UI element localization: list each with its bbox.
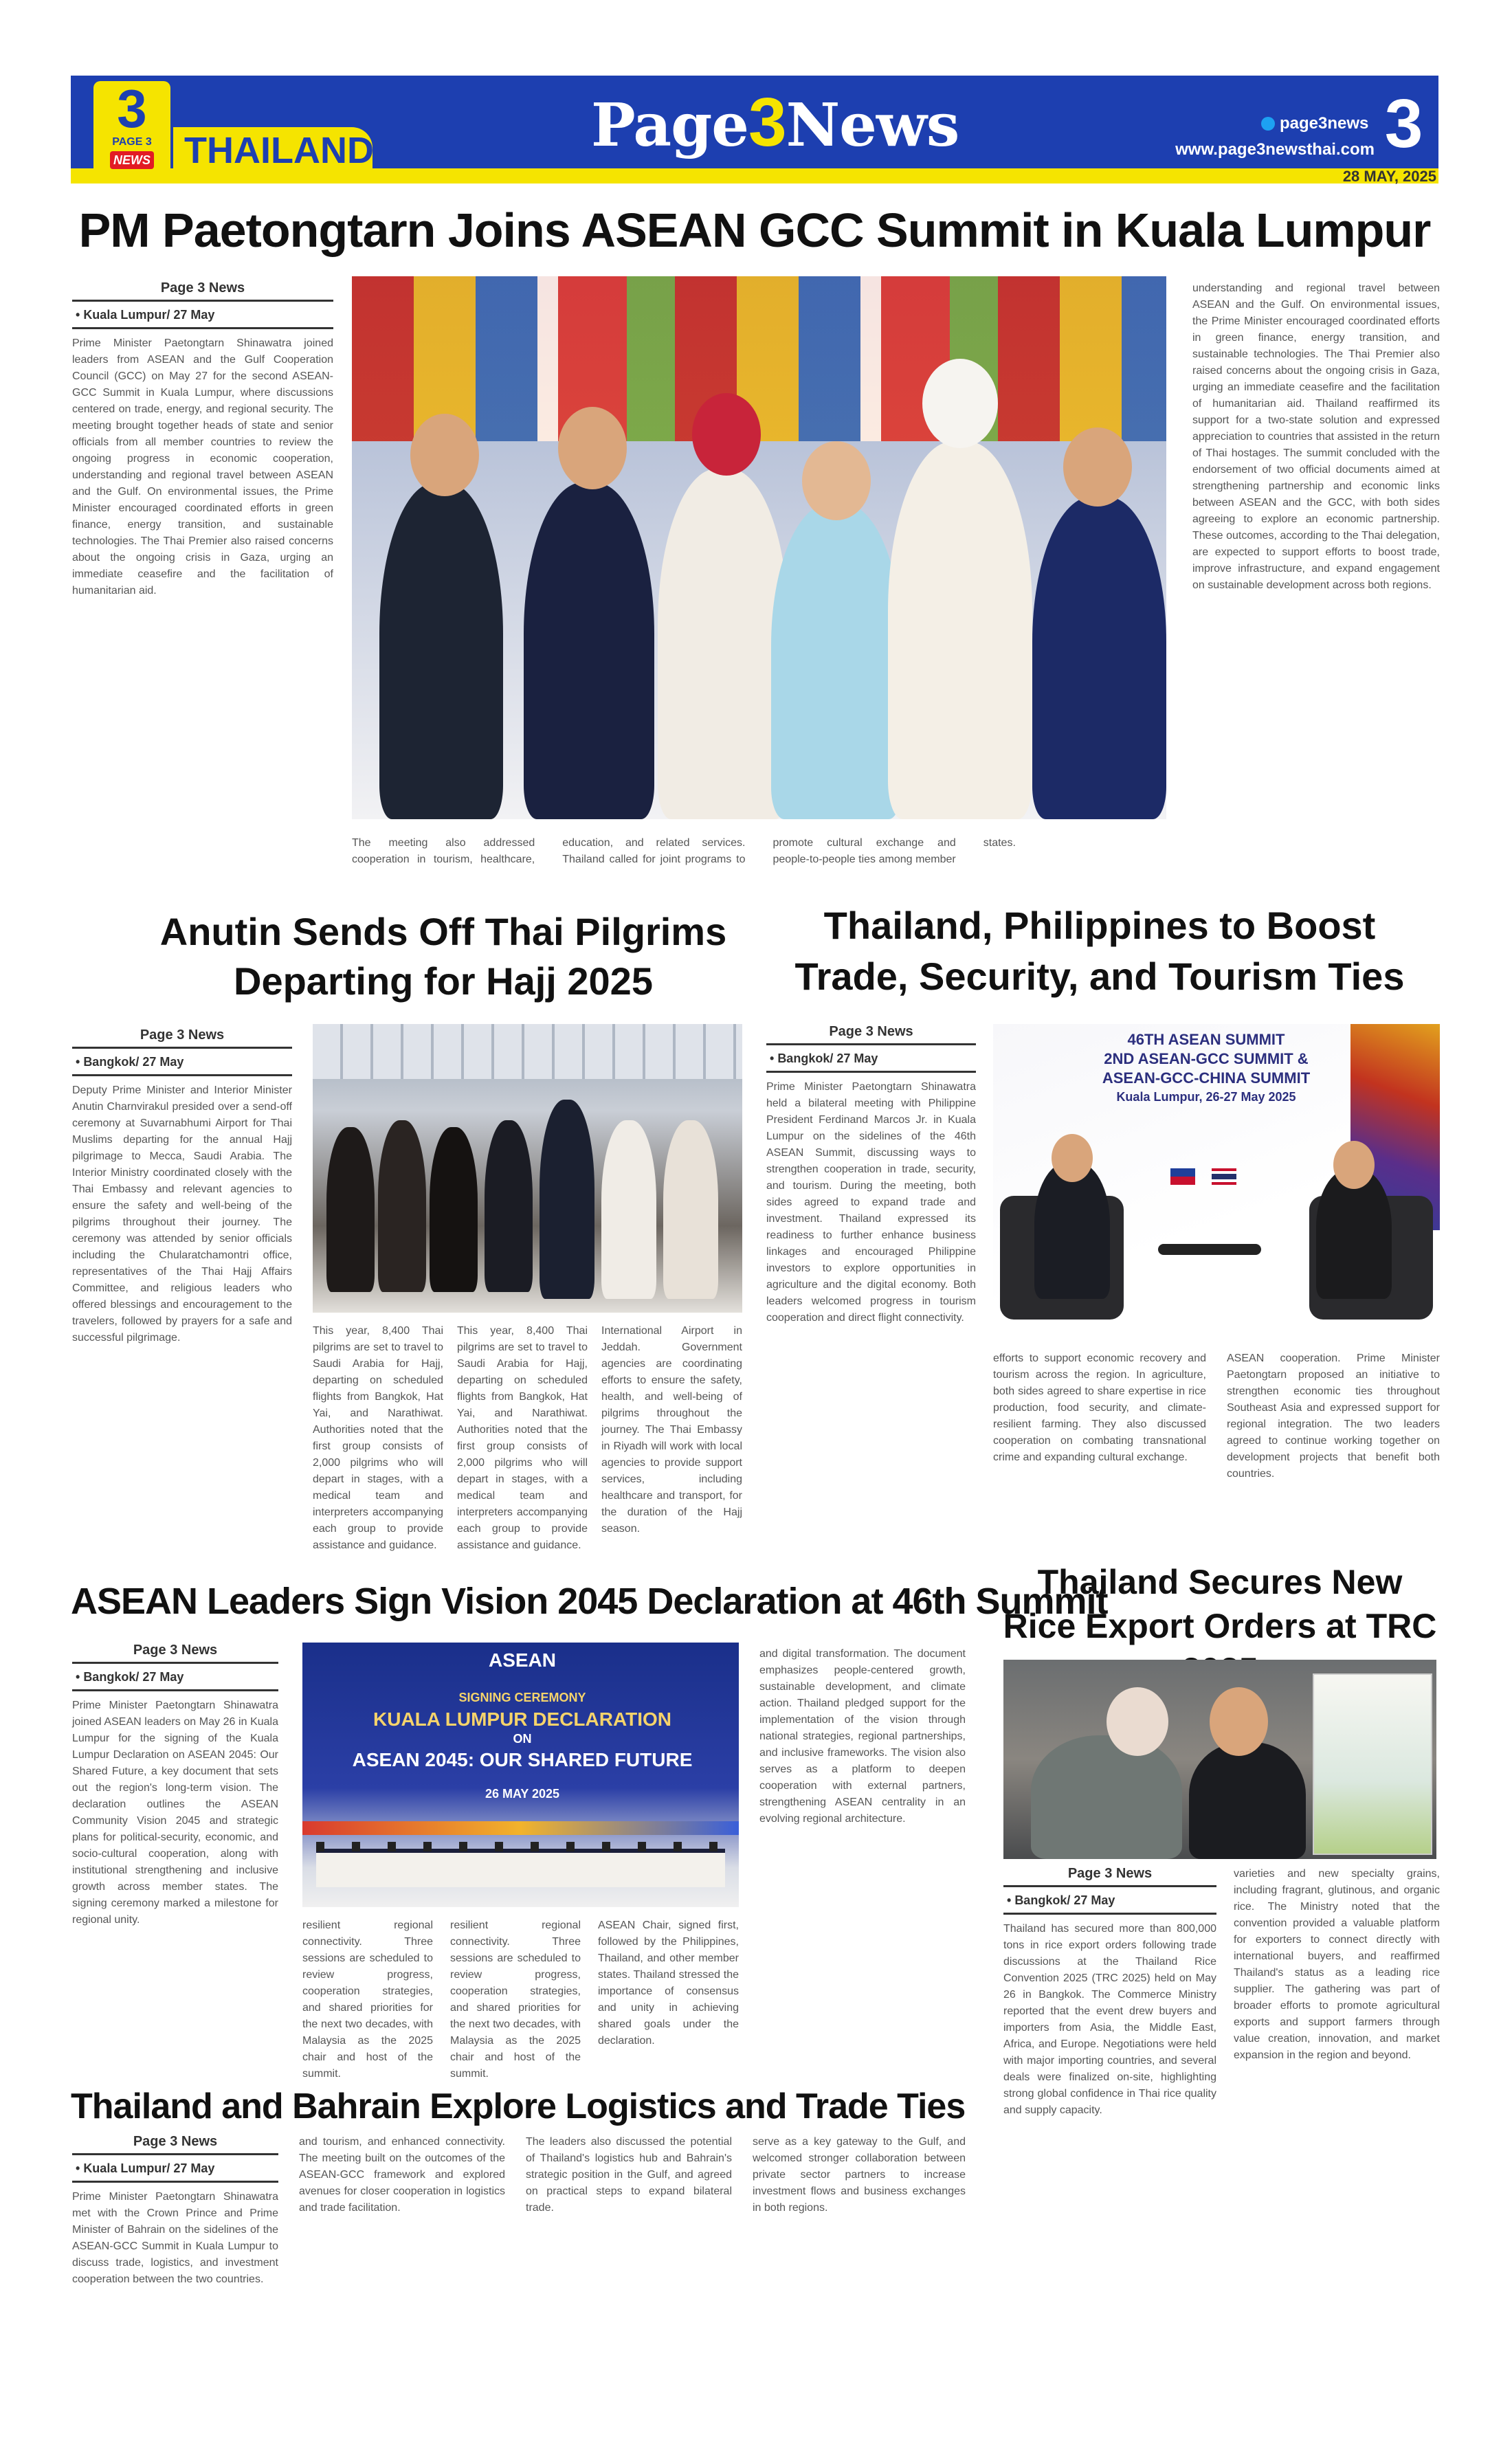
- leader-head: [1052, 1134, 1093, 1182]
- leader-figure: [379, 482, 503, 819]
- leader-figure: [1034, 1161, 1110, 1299]
- byline: Page 3 News: [160, 280, 245, 296]
- article-column: Prime Minister Paetongtarn Shinawatra joined leaders from ASEAN and the Gulf Cooperation Council (GCC) on May 27 for the second ASEAN-GCC Summit in Kuala Lumpur, where discussions centered on trade, energy, and regional security. The meeting brought together heads of state and senior officials from all member countries to review the ongoing progress in economic cooperation, understanding and regional travel between ASEAN and the Gulf. On environmental issues, the Prime Minister encouraged coordinated efforts in green finance, energy transition, and sustainable technologies. The Thai Premier also raised concerns about the ongoing crisis in Gaza, urging an immediate ceasefire and the facilitation of humanitarian aid.: [72, 337, 333, 597]
- social-handle[interactable]: page3news: [1280, 114, 1369, 133]
- dateline: • Bangkok/ 27 May: [76, 1055, 184, 1069]
- social-icon: [1261, 117, 1275, 131]
- divider: [766, 1071, 976, 1073]
- divider: [1003, 1885, 1216, 1887]
- signing-table: [316, 1849, 725, 1887]
- pilgrim-figure: [326, 1127, 375, 1292]
- asean-logo-text: ASEAN: [488, 1649, 556, 1671]
- article-tail: The meeting also addressed cooperation in tourism, healthcare, education, and related services. Thailand called for joint programs to promote cultural exchange and people-to-people ties among member states.: [352, 837, 1016, 865]
- dateline: • Kuala Lumpur/ 27 May: [76, 308, 215, 322]
- airport-ceiling: [313, 1024, 742, 1079]
- official-figure: [1189, 1742, 1306, 1859]
- article-column: Prime Minister Paetongtarn Shinawatra joined ASEAN leaders on May 26 in Kuala Lumpur for the signing of the Kuala Lumpur Declaration on ASEAN 2045: Our Shared Future, a key document that sets out the region's long-term vision. The declaration outlines the ASEAN Community Vision 2045 and strategic plans for political-security, economic, and socio-cultural cooperation, along with institutional strengthening and inclusive growth across member states. The signing ceremony marked a milestone for regional unity.: [72, 1700, 278, 1926]
- article-column: varieties and new specialty grains, including fragrant, glutinous, and organic rice. The Ministry noted that the convention provided a valuable platform for exporters to connect directly with international buyers, and reaffirmed Thailand's status as a leading rice supplier. The gathering was part of broader efforts to promote agricultural exports and support farmers through value creation, innovation, and market expansion in the region and beyond.: [1234, 1868, 1440, 2061]
- edition-label: THAILAND: [184, 130, 374, 171]
- leader-head: [558, 407, 627, 489]
- photo-rice-convention[interactable]: [1003, 1660, 1436, 1859]
- dateline: • Bangkok/ 27 May: [76, 1670, 184, 1684]
- article-column: ASEAN Chair, signed first, followed by the Philippines, Thailand, and other member states. Thailand stressed the importance of consensus and unity in achieving shared goals under the declaration.: [598, 1920, 739, 2047]
- divider: [72, 1047, 292, 1049]
- article-column: and digital transformation. The document emphasizes people-centered growth, sustainable development, and climate action. Thailand pledged support for the implementation of the vision through national strategies, regional partnerships, and inclusive frameworks. The vision also serves as a platform to deepen cooperation with external partners, strengthening ASEAN centrality in an evolving regional architecture.: [759, 1648, 966, 1825]
- byline: Page 3 News: [140, 1027, 225, 1043]
- pilgrim-figure: [663, 1120, 718, 1299]
- dateline: • Kuala Lumpur/ 27 May: [76, 2161, 215, 2175]
- logo-number: 3: [117, 78, 147, 139]
- summit-line2: 2ND ASEAN-GCC SUMMIT &: [1104, 1050, 1309, 1067]
- leader-head: [692, 393, 761, 476]
- article-column: Prime Minister Paetongtarn Shinawatra met with the Crown Prince and Prime Minister of Bahrain on the sidelines of the ASEAN-GCC Summit in Kuala Lumpur to discuss trade, logistics, and investment cooperation between the two countries.: [72, 2191, 278, 2285]
- divider: [766, 1043, 976, 1045]
- summit-line3: ASEAN-GCC-CHINA SUMMIT: [1102, 1069, 1311, 1087]
- divider: [72, 300, 333, 302]
- headline-rice-exports[interactable]: Thailand Secures New Rice Export Orders at TRC: [1003, 1563, 1437, 1645]
- divider: [1003, 1913, 1216, 1915]
- leader-head: [410, 414, 479, 496]
- headline-vision-2045[interactable]: ASEAN Leaders Sign Vision 2045 Declaration at 46th Summit: [71, 1581, 1108, 1622]
- logo-news-badge: NEWS: [110, 151, 154, 169]
- leader-figure: [888, 441, 1032, 819]
- issue-date: 28 MAY, 2025: [1342, 168, 1436, 185]
- convention-banner: [1313, 1673, 1432, 1855]
- dateline: • Bangkok/ 27 May: [1007, 1893, 1115, 1907]
- flag-thailand: [1212, 1168, 1236, 1185]
- leader-figure: [524, 482, 654, 819]
- page-number: 3: [1384, 85, 1423, 162]
- headline-bahrain[interactable]: Thailand and Bahrain Explore Logistics and Trade Ties: [71, 2087, 966, 2126]
- divider: [72, 2153, 278, 2155]
- divider: [72, 327, 333, 329]
- leader-figure: [1032, 496, 1166, 819]
- headline-asean-gcc[interactable]: PM Paetongtarn Joins ASEAN GCC Summit in Kuala Lumpur: [78, 203, 1431, 257]
- byline: Page 3 News: [1067, 1866, 1153, 1881]
- ceremony-date: 26 MAY 2025: [485, 1787, 560, 1801]
- official-figure: [540, 1100, 594, 1299]
- article-column: resilient regional connectivity. Three sessions are scheduled to review progress, cooperation strategies, and shared priorities for the next two decades, with Malaysia as the 2025 chair and host of the summit.: [450, 1920, 581, 2080]
- website-link[interactable]: www.page3newsthai.com: [1175, 140, 1375, 159]
- declaration-title: KUALA LUMPUR DECLARATION: [373, 1709, 671, 1730]
- photo-asean-gcc-leaders[interactable]: [352, 276, 1166, 819]
- leader-head: [1333, 1141, 1375, 1189]
- title-three: 3: [748, 84, 786, 161]
- article-column: This year, 8,400 Thai pilgrims are set to travel to Saudi Arabia for Hajj, departing on scheduled flights from Bangkok, Hat Yai, and Narathiwat. Authorities noted that the first group consists of 2,000 pilgrims who will depart in stages, with a medical team and interpreters accompanying each group to provide assistance and guidance.: [457, 1325, 588, 1551]
- leader-figure: [658, 469, 788, 819]
- declaration-on: ON: [513, 1732, 532, 1746]
- headline-thai-philippines[interactable]: Thailand, Philippines to Boost Trade, Security, and Tourism Ties: [794, 904, 1405, 998]
- leader-head: [922, 359, 998, 448]
- article-column: resilient regional connectivity. Three sessions are scheduled to review progress, cooperation strategies, and shared priorities for the next two decades, with Malaysia as the 2025 chair and host of the summit.: [302, 1920, 433, 2080]
- guest-head: [1107, 1687, 1168, 1756]
- byline: Page 3 News: [133, 1643, 218, 1658]
- coffee-table: [1158, 1244, 1261, 1255]
- article-column: understanding and regional travel between ASEAN and the Gulf. On environmental issues, the Prime Minister encouraged coordinated efforts in green finance, energy transition, and sustainable technologies. The Thai Premier also raised concerns about the ongoing crisis in Gaza, urging an immediate ceasefire and the facilitation of humanitarian aid. Thailand reaffirmed its support for a two-state solution and expressed appreciation to countries that assisted in the return of Thai hostages. The summit concluded with the endorsement of two official documents aimed at strengthening partnership and economic links between ASEAN and the GCC, with both sides agreeing to explore an economic partnership. These outcomes, according to the Thai delegation, are expected to support efforts to boost trade, improve infrastructure, and expand engagement on sustainable development across both regions.: [1192, 282, 1440, 591]
- title-news: News: [786, 91, 959, 160]
- pilgrim-figure: [601, 1120, 656, 1299]
- flags-backdrop: [352, 276, 1166, 441]
- article-column: Thailand has secured more than 800,000 tons in rice export orders following trade discussions at the Thailand Rice Convention 2025 (TRC 2025) held on May 26 in Bangkok. The Commerce Ministry reported that the event drew buyers and importers from Asia, the Middle East, Africa, and Europe. Negotiations were held with major importing countries, and several deals were finalized on-site, highlighting strong global confidence in Thai rice quality and supply capacity.: [1003, 1923, 1216, 2116]
- seated-leaders: [316, 1842, 725, 1851]
- article-column: This year, 8,400 Thai pilgrims are set to travel to Saudi Arabia for Hajj, departing on scheduled flights from Bangkok, Hat Yai, and Narathiwat. Authorities noted that the first group consists of 2,000 pilgrims who will depart in stages, with a medical team and interpreters accompanying each group to provide assistance and guidance.: [313, 1325, 443, 1551]
- flag-philippines: [1170, 1168, 1195, 1185]
- stage-ribbon: [302, 1821, 739, 1835]
- summit-line4: Kuala Lumpur, 26-27 May 2025: [1116, 1090, 1296, 1104]
- leader-head: [1063, 427, 1132, 507]
- article-column: and tourism, and enhanced connectivity. The meeting built on the outcomes of the ASEAN-GCC framework and explored avenues for closer cooperation in logistics and trade facilitation.: [299, 2136, 505, 2214]
- byline: Page 3 News: [133, 2134, 218, 2149]
- divider: [72, 2181, 278, 2183]
- headline-hajj[interactable]: Anutin Sends Off Thai Pilgrims Departing for Hajj 2025: [159, 910, 727, 1003]
- photo-bilateral-meeting[interactable]: [993, 1024, 1440, 1340]
- byline: Page 3 News: [829, 1024, 913, 1039]
- declaration-subtitle: ASEAN 2045: OUR SHARED FUTURE: [352, 1749, 693, 1770]
- divider: [72, 1662, 278, 1664]
- photo-signing-ceremony[interactable]: [302, 1643, 739, 1907]
- guest-figure: [1031, 1735, 1182, 1859]
- divider: [72, 1689, 278, 1691]
- leader-figure: [771, 503, 902, 819]
- article-column: International Airport in Jeddah. Government agencies are coordinating efforts to ensure the safety, health, and well-being of pilgrims throughout the journey. The Thai Embassy in Riyadh will work with local agencies to provide support services, including healthcare and transport, for the duration of the Hajj season.: [601, 1325, 742, 1535]
- article-column: Prime Minister Paetongtarn Shinawatra held a bilateral meeting with Philippine President Ferdinand Marcos Jr. in Kuala Lumpur on the sidelines of the 46th ASEAN Summit, discussing ways to strengthen cooperation in trade, security, and tourism. During the meeting, both sides agreed to expand trade and investment. Thailand expressed its readiness to further enhance business linkages and encouraged Philippine investors to explore opportunities in agriculture and the digital economy. Both leaders welcomed progress in tourism cooperation and direct flight connectivity.: [766, 1081, 976, 1324]
- summit-line1: 46TH ASEAN SUMMIT: [1127, 1031, 1285, 1048]
- divider: [72, 1074, 292, 1076]
- logo-page-label: PAGE 3: [112, 136, 152, 148]
- newspaper-title[interactable]: [591, 81, 959, 164]
- article-column: efforts to support economic recovery and tourism across the region. In agriculture, both sides agreed to share expertise in rice production, food security, and climate-resilient farming. They also discussed cooperation on combating transnational crime and expanding cultural exchange.: [993, 1353, 1206, 1463]
- article-column: Deputy Prime Minister and Interior Minister Anutin Charnvirakul presided over a send-off ceremony at Suvarnabhumi Airport for Thai Muslims departing for the annual Hajj pilgrimage to Mecca, Saudi Arabia. The Interior Ministry coordinated closely with the Thai Embassy and relevant agencies to ensure the safety and well-being of the pilgrims throughout their journey. The ceremony was attended by senior officials including the Chularatchamontri office, representatives of the Thai Hajj Affairs Committee, and religious leaders who offered blessings and encouragement to the travelers, followed by prayers for a safe and successful pilgrimage.: [72, 1084, 292, 1344]
- pilgrim-figure: [430, 1127, 478, 1292]
- official-head: [1210, 1687, 1268, 1756]
- pilgrim-figure: [485, 1120, 533, 1292]
- article-column: The leaders also discussed the potential of Thailand's logistics hub and Bahrain's strategic position in the Gulf, and agreed on practical steps to expand bilateral trade.: [526, 2136, 732, 2214]
- pilgrim-figure: [378, 1120, 426, 1292]
- ceremony-label: SIGNING CEREMONY: [458, 1691, 586, 1704]
- title-page: Page: [591, 91, 748, 160]
- dateline: • Bangkok/ 27 May: [770, 1051, 878, 1065]
- article-column: serve as a key gateway to the Gulf, and welcomed stronger collaboration between private sector partners to increase investment flows and business exchanges in both regions.: [753, 2136, 966, 2214]
- article-column: ASEAN cooperation. Prime Minister Paetongtarn proposed an initiative to strengthen economic ties throughout Southeast Asia and expressed support for regional integration. The two leaders agreed to continue working together on development projects that benefit both countries.: [1227, 1353, 1440, 1480]
- leader-head: [802, 441, 871, 520]
- photo-hajj-pilgrims[interactable]: [313, 1024, 742, 1313]
